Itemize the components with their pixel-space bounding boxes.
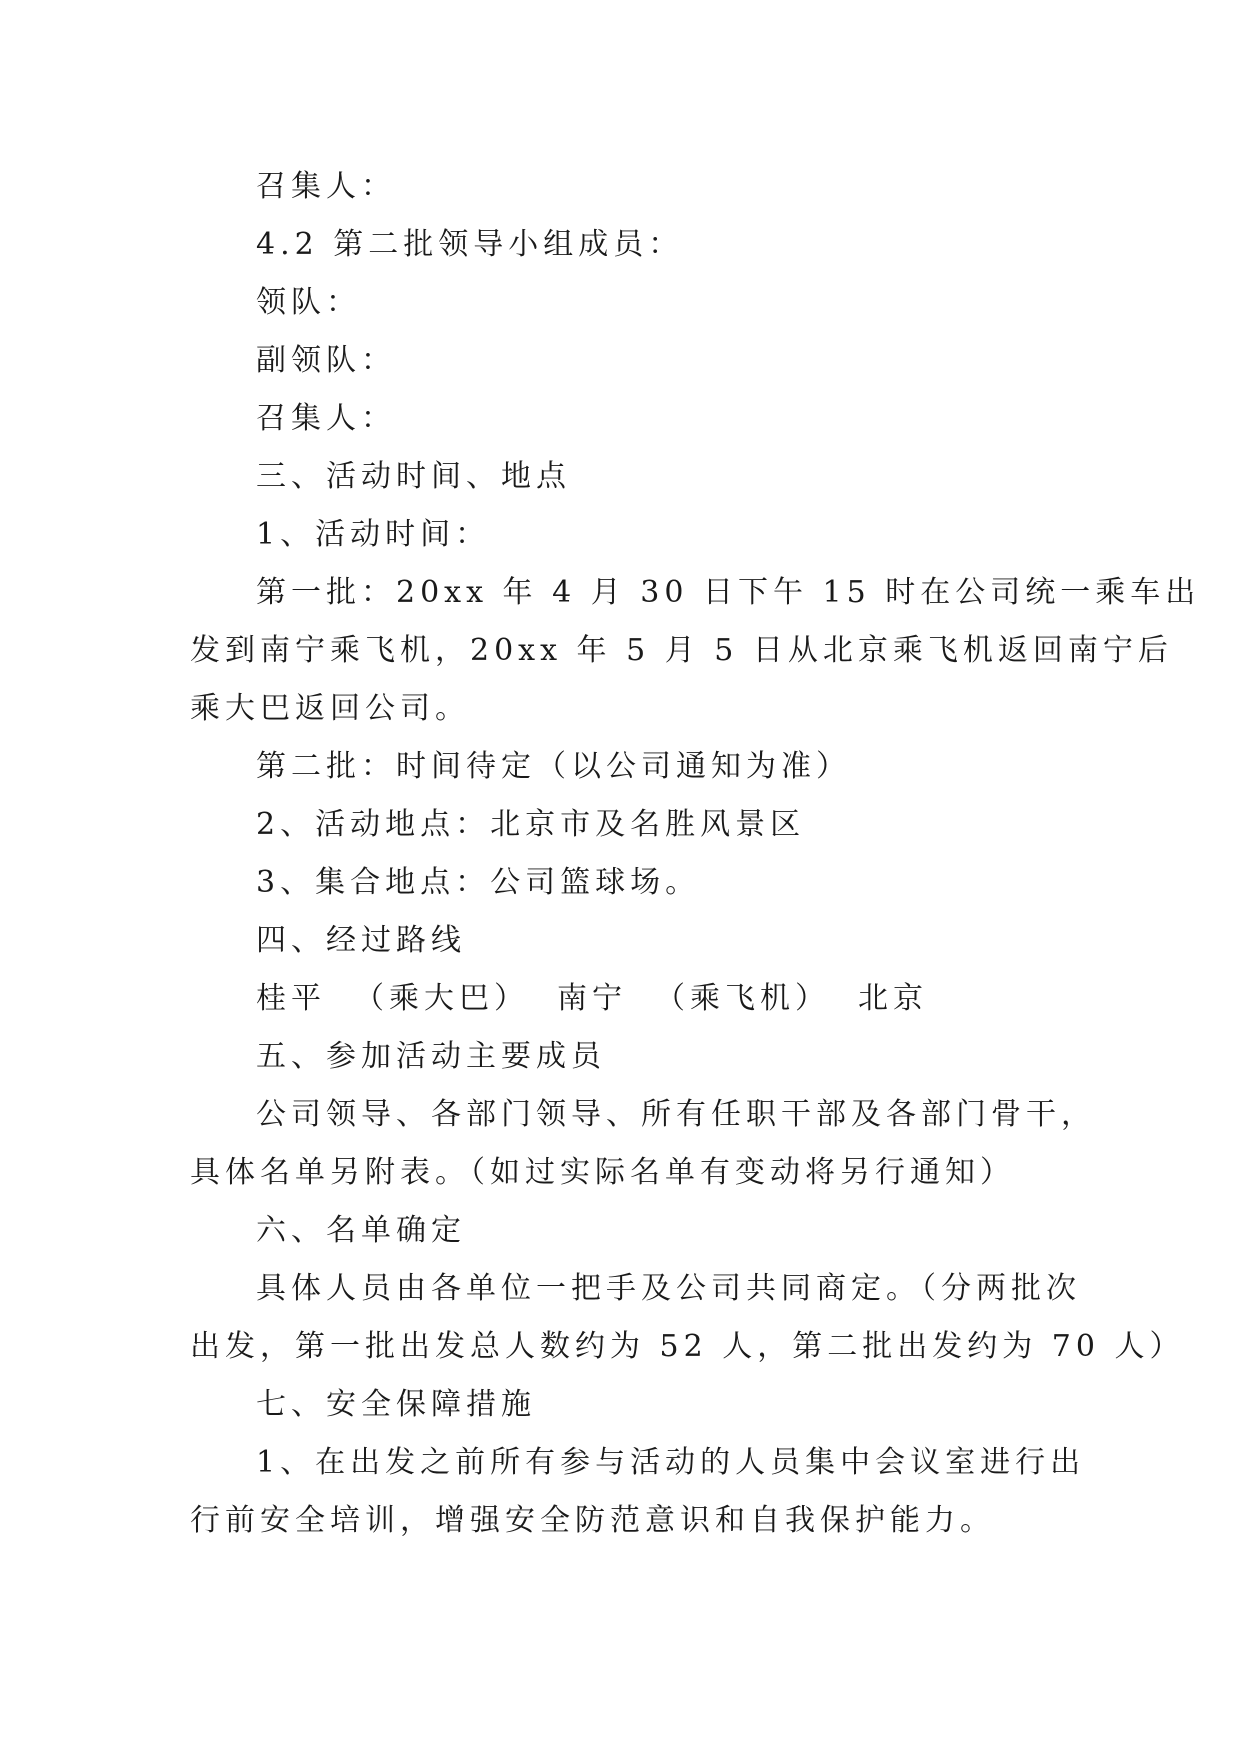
convener-line-1: 召集人： [256, 169, 396, 204]
section-4-2-heading: 4.2 第二批领导小组成员： [256, 227, 684, 262]
second-batch-line: 第二批：时间待定（以公司通知为准） [256, 749, 851, 784]
activity-time-heading: 1、活动时间： [256, 517, 491, 552]
members-line-2: 具体名单另附表。（如过实际名单有变动将另行通知） [190, 1155, 1015, 1190]
list-confirm-line-1: 具体人员由各单位一把手及公司共同商定。（分两批次 [256, 1271, 1081, 1306]
convener-line-2: 召集人： [256, 401, 396, 436]
safety-line-1: 1、在出发之前所有参与活动的人员集中会议室进行出 [256, 1445, 1086, 1480]
section-4-heading: 四、经过路线 [256, 923, 466, 958]
leader-line: 领队： [256, 285, 361, 320]
first-batch-line-2: 发到南宁乘飞机，20xx 年 5 月 5 日从北京乘飞机返回南宁后 [190, 633, 1173, 668]
route-mode-2: （乘飞机） [655, 981, 830, 1016]
assembly-location-line: 3、集合地点：公司篮球场。 [256, 865, 701, 900]
section-7-heading: 七、安全保障措施 [256, 1387, 536, 1422]
first-batch-line-1: 第一批：20xx 年 4 月 30 日下午 15 时在公司统一乘车出 [256, 575, 1201, 610]
route-line [190, 970, 1070, 1028]
document-body [190, 158, 1201, 1550]
route-mode-1: （乘大巴） [354, 981, 529, 1016]
first-batch-line-3: 乘大巴返回公司。 [190, 691, 470, 726]
section-5-heading: 五、参加活动主要成员 [256, 1039, 606, 1074]
route-mid: 南宁 [557, 981, 627, 1016]
activity-location-line: 2、活动地点：北京市及名胜风景区 [256, 807, 806, 842]
deputy-leader-line: 副领队： [256, 343, 396, 378]
safety-line-2: 行前安全培训，增强安全防范意识和自我保护能力。 [190, 1503, 995, 1538]
section-3-heading: 三、活动时间、地点 [256, 459, 571, 494]
route-start: 桂平 [256, 981, 326, 1016]
list-confirm-line-2: 出发，第一批出发总人数约为 52 人，第二批出发约为 70 人） [190, 1329, 1185, 1364]
section-6-heading: 六、名单确定 [256, 1213, 466, 1248]
route-end: 北京 [858, 981, 928, 1016]
members-line-1: 公司领导、各部门领导、所有任职干部及各部门骨干， [256, 1097, 1096, 1132]
